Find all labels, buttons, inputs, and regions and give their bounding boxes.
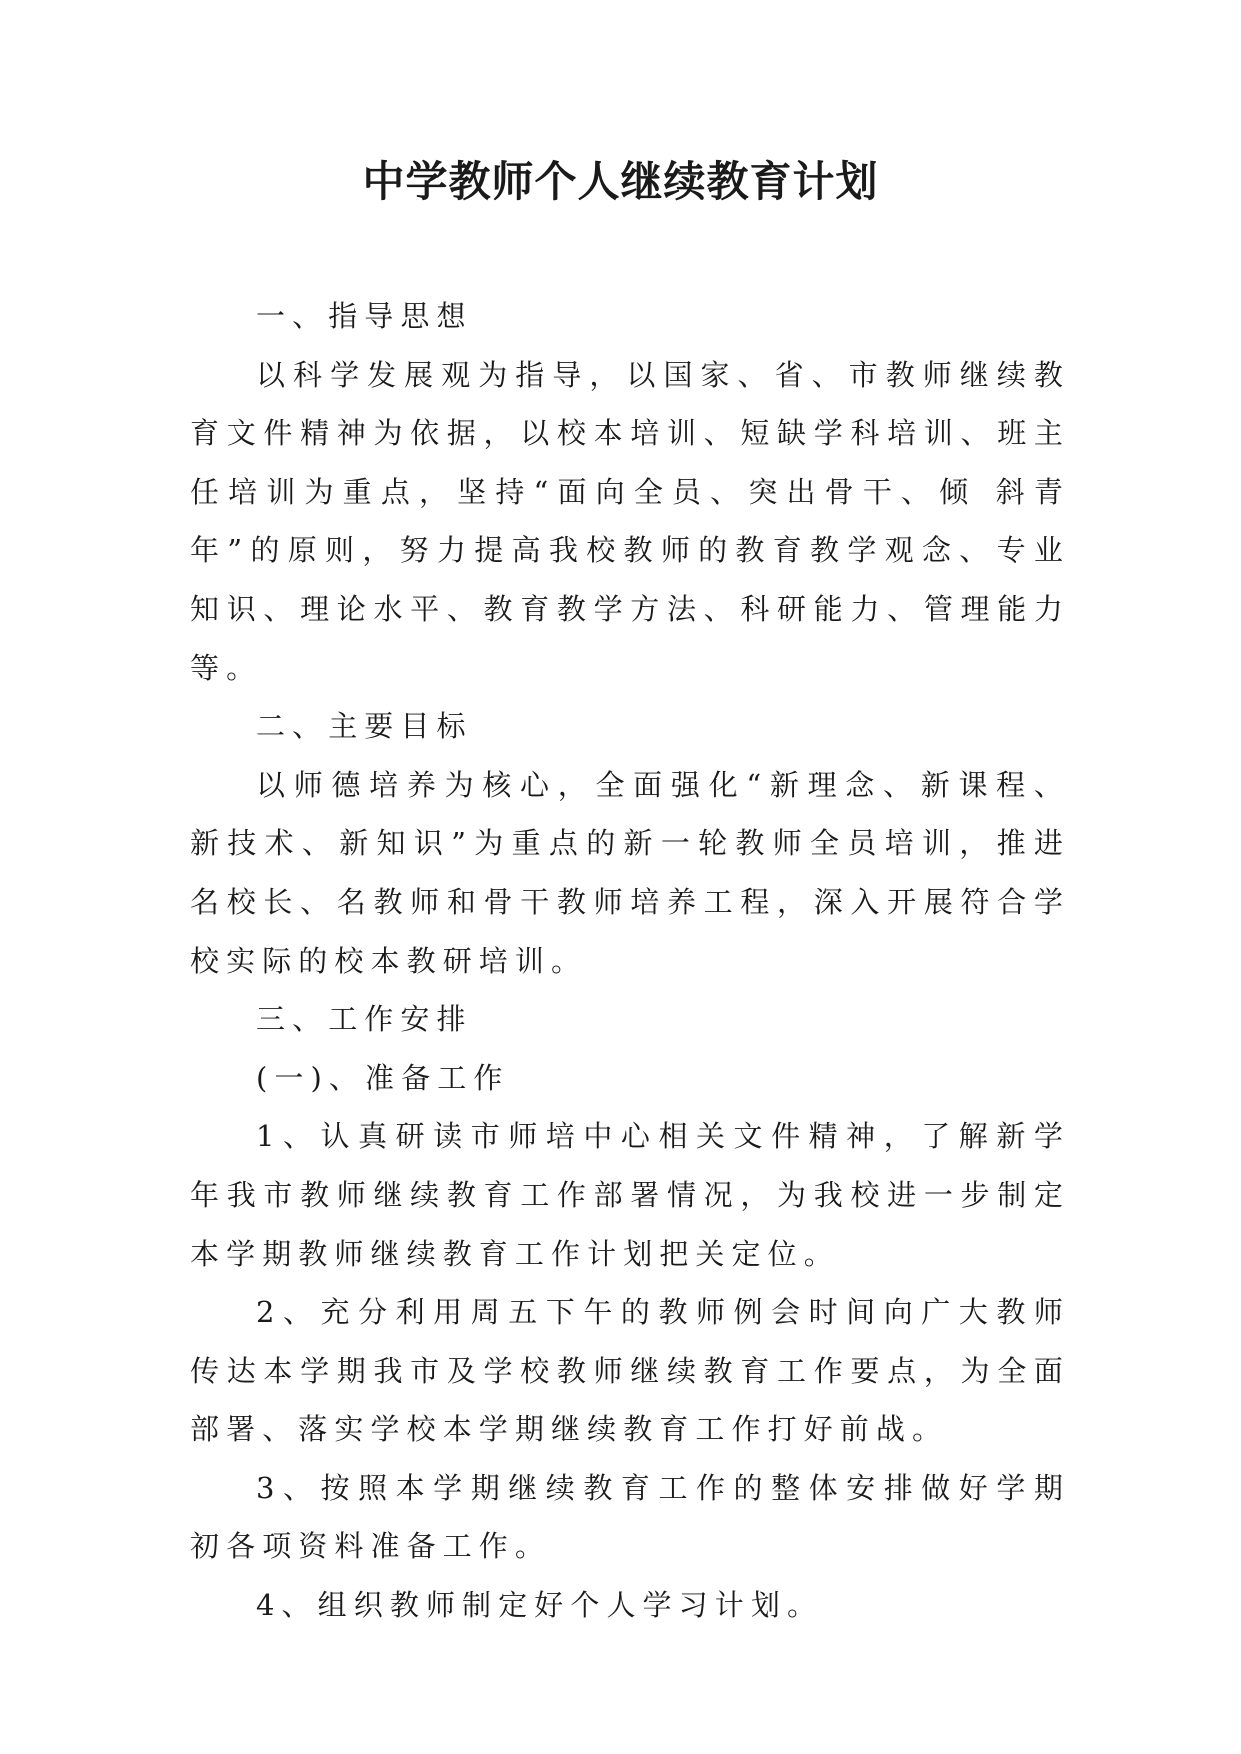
list-item-1: 1、认真研读市师培中心相关文件精神，了解新学年我市教师继续教育工作部署情况，为我校进一步制定本学期教师继续教育工作计划把关定位。 xyxy=(190,1119,1070,1271)
document-body xyxy=(190,287,1070,1635)
document-title: 中学教师个人继续教育计划 xyxy=(362,157,879,206)
paragraph-main-goals: 以师德培养为核心，全面强化“新理念、新课程、新技术、新知识”为重点的新一轮教师全员培训，推进名校长、名教师和骨干教师培养工程，深入开展符合学校实际的校本教研培训。 xyxy=(190,767,1070,978)
paragraph-guiding-ideology: 以科学发展观为指导，以国家、省、市教师继续教育文件精神为依据，以校本培训、短缺学科培训、班主任培训为重点，坚持“面向全员、突出骨干、倾 斜青年”的原则，努力提高我校教师的教育教学观念、专业知识、理论水平、教育教学方法、科研能力、管理能力等。 xyxy=(190,357,1070,685)
subheading-preparation: (一)、准备工作 xyxy=(256,1060,510,1095)
heading-guiding-ideology: 一、指导思想 xyxy=(256,299,473,333)
list-item-3: 3、按照本学期继续教育工作的整体安排做好学期初各项资料准备工作。 xyxy=(190,1470,1070,1564)
list-item-4: 4、组织教师制定好个人学习计划。 xyxy=(256,1588,824,1623)
heading-main-goals: 二、主要目标 xyxy=(256,709,473,744)
list-item-2: 2、充分利用周五下午的教师例会时间向广大教师传达本学期我市及学校教师继续教育工作要点，为全面部署、落实学校本学期继续教育工作打好前战。 xyxy=(190,1295,1070,1447)
heading-work-arrangement: 三、工作安排 xyxy=(256,1002,473,1037)
